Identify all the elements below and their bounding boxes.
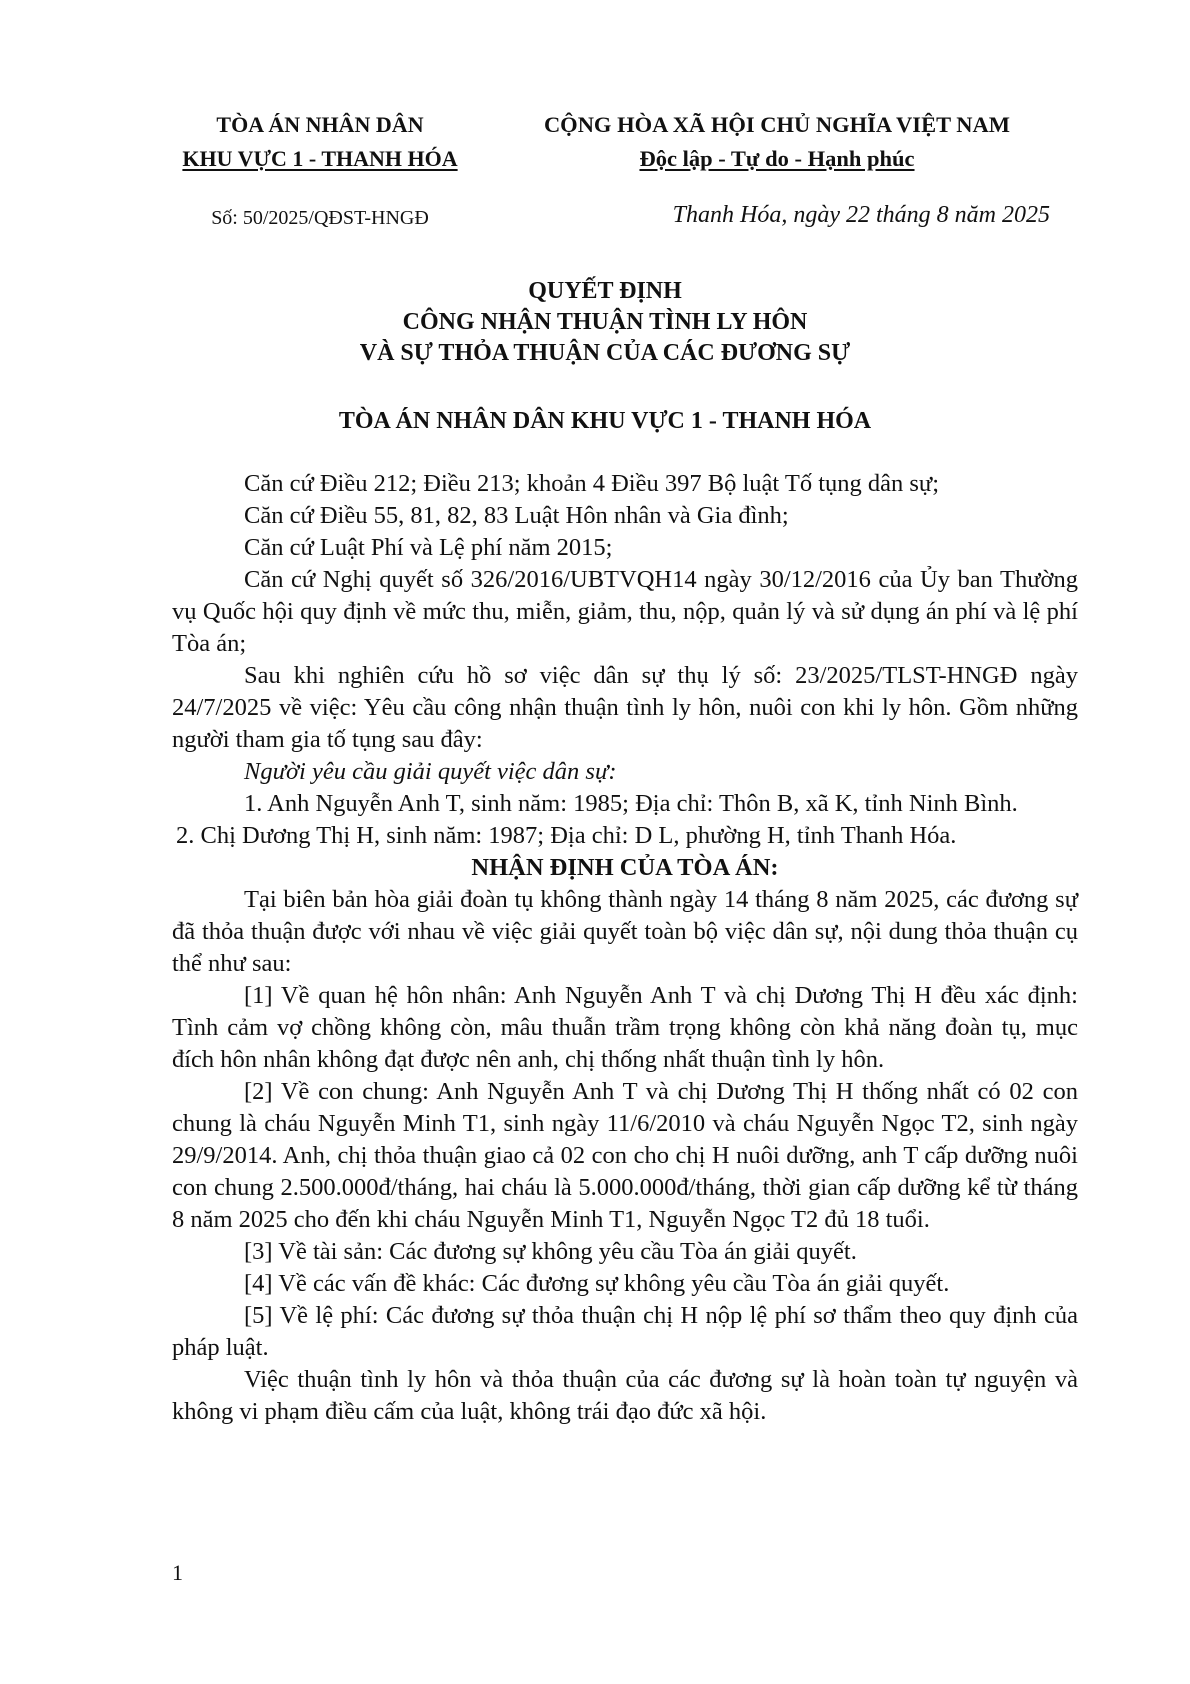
item-children: [2] Về con chung: Anh Nguyễn Anh T và chị Dương Thị H thống nhất có 02 con chung là cháu Nguyễn Minh T1, sinh ngày 11/6/2010 và cháu Nguyễn Ngọc T2, sinh ngày 29/9/2014. Anh, chị thỏa thuận giao cả 02 con cho chị H nuôi dưỡng, anh T cấp dưỡng nuôi con chung 2.500.000đ/tháng, hai cháu là 5.000.000đ/tháng, thời gian cấp dưỡng kể từ tháng 8 năm 2025 cho đến khi cháu Nguyễn Minh T1, Nguyễn Ngọc T2 đủ 18 tuổi. [172, 1078, 1078, 1233]
document-title [150, 276, 1060, 369]
title-line3: VÀ SỰ THỎA THUẬN CỦA CÁC ĐƯƠNG SỰ [359, 340, 851, 366]
item-marriage: [1] Về quan hệ hôn nhân: Anh Nguyễn Anh T và chị Dương Thị H đều xác định: Tình cảm vợ chồng không còn, mâu thuẫn trầm trọng không còn khả năng đoàn tụ, mục đích hôn nhân không đạt được nên anh, chị thống nhất thuận tình ly hôn. [172, 982, 1078, 1073]
court-name-line1: TÒA ÁN NHÂN DÂN [216, 112, 424, 137]
document-number: Số: 50/2025/QĐST-HNGĐ [211, 207, 429, 229]
item-property: [3] Về tài sản: Các đương sự không yêu cầu Tòa án giải quyết. [244, 1238, 857, 1265]
party-2: 2. Chị Dương Thị H, sinh năm: 1987; Địa chỉ: D L, phường H, tỉnh Thanh Hóa. [176, 822, 957, 849]
legal-basis-2: Căn cứ Điều 55, 81, 82, 83 Luật Hôn nhân và Gia đình; [244, 502, 789, 529]
page-number: 1 [172, 1560, 183, 1585]
legal-basis-1: Căn cứ Điều 212; Điều 213; khoản 4 Điều 397 Bộ luật Tố tụng dân sự; [244, 470, 940, 497]
court-name-line2: KHU VỰC 1 - THANH HÓA [182, 146, 458, 171]
issuing-court: TÒA ÁN NHÂN DÂN KHU VỰC 1 - THANH HÓA [338, 408, 872, 434]
document-date: Thanh Hóa, ngày 22 tháng 8 năm 2025 [672, 202, 1050, 228]
legal-basis-4: Căn cứ Nghị quyết số 326/2016/UBTVQH14 ngày 30/12/2016 của Ủy ban Thường vụ Quốc hội quy định về mức thu, miễn, giảm, thu, nộp, quản lý và sử dụng án phí và lệ phí Tòa án; [172, 566, 1078, 657]
assessment-intro: Tại biên bản hòa giải đoàn tụ không thành ngày 14 tháng 8 năm 2025, các đương sự đã thỏa thuận được với nhau về việc giải quyết toàn bộ việc dân sự, nội dung thỏa thuận cụ thể như sau: [172, 886, 1078, 977]
nation-title: CỘNG HÒA XÃ HỘI CHỦ NGHĨA VIỆT NAM [543, 112, 1011, 137]
item-other: [4] Về các vấn đề khác: Các đương sự không yêu cầu Tòa án giải quyết. [244, 1270, 950, 1297]
title-line2: CÔNG NHẬN THUẬN TÌNH LY HÔN [402, 309, 808, 335]
nation-motto: Độc lập - Tự do - Hạnh phúc [639, 146, 915, 171]
document-body [172, 468, 1078, 1428]
assessment-heading: NHẬN ĐỊNH CỦA TÒA ÁN: [471, 854, 779, 881]
conclusion-paragraph: Việc thuận tình ly hôn và thỏa thuận của các đương sự là hoàn toàn tự nguyện và không vi phạm điều cấm của luật, không trái đạo đức xã hội. [172, 1366, 1078, 1425]
court-header [150, 108, 490, 176]
case-study-paragraph: Sau khi nghiên cứu hồ sơ việc dân sự thụ lý số: 23/2025/TLST-HNGĐ ngày 24/7/2025 về việc: Yêu cầu công nhận thuận tình ly hôn, nuôi con khi ly hôn. Gồm những người tham gia tố tụng sau đây: [172, 662, 1078, 753]
requester-heading: Người yêu cầu giải quyết việc dân sự: [244, 758, 617, 785]
title-line1: QUYẾT ĐỊNH [528, 278, 682, 304]
party-1: 1. Anh Nguyễn Anh T, sinh năm: 1985; Địa chỉ: Thôn B, xã K, tỉnh Ninh Bình. [244, 790, 1018, 817]
item-fees: [5] Về lệ phí: Các đương sự thỏa thuận chị H nộp lệ phí sơ thẩm theo quy định của pháp luật. [172, 1302, 1078, 1361]
national-header [492, 108, 1062, 176]
legal-basis-3: Căn cứ Luật Phí và Lệ phí năm 2015; [244, 534, 613, 561]
